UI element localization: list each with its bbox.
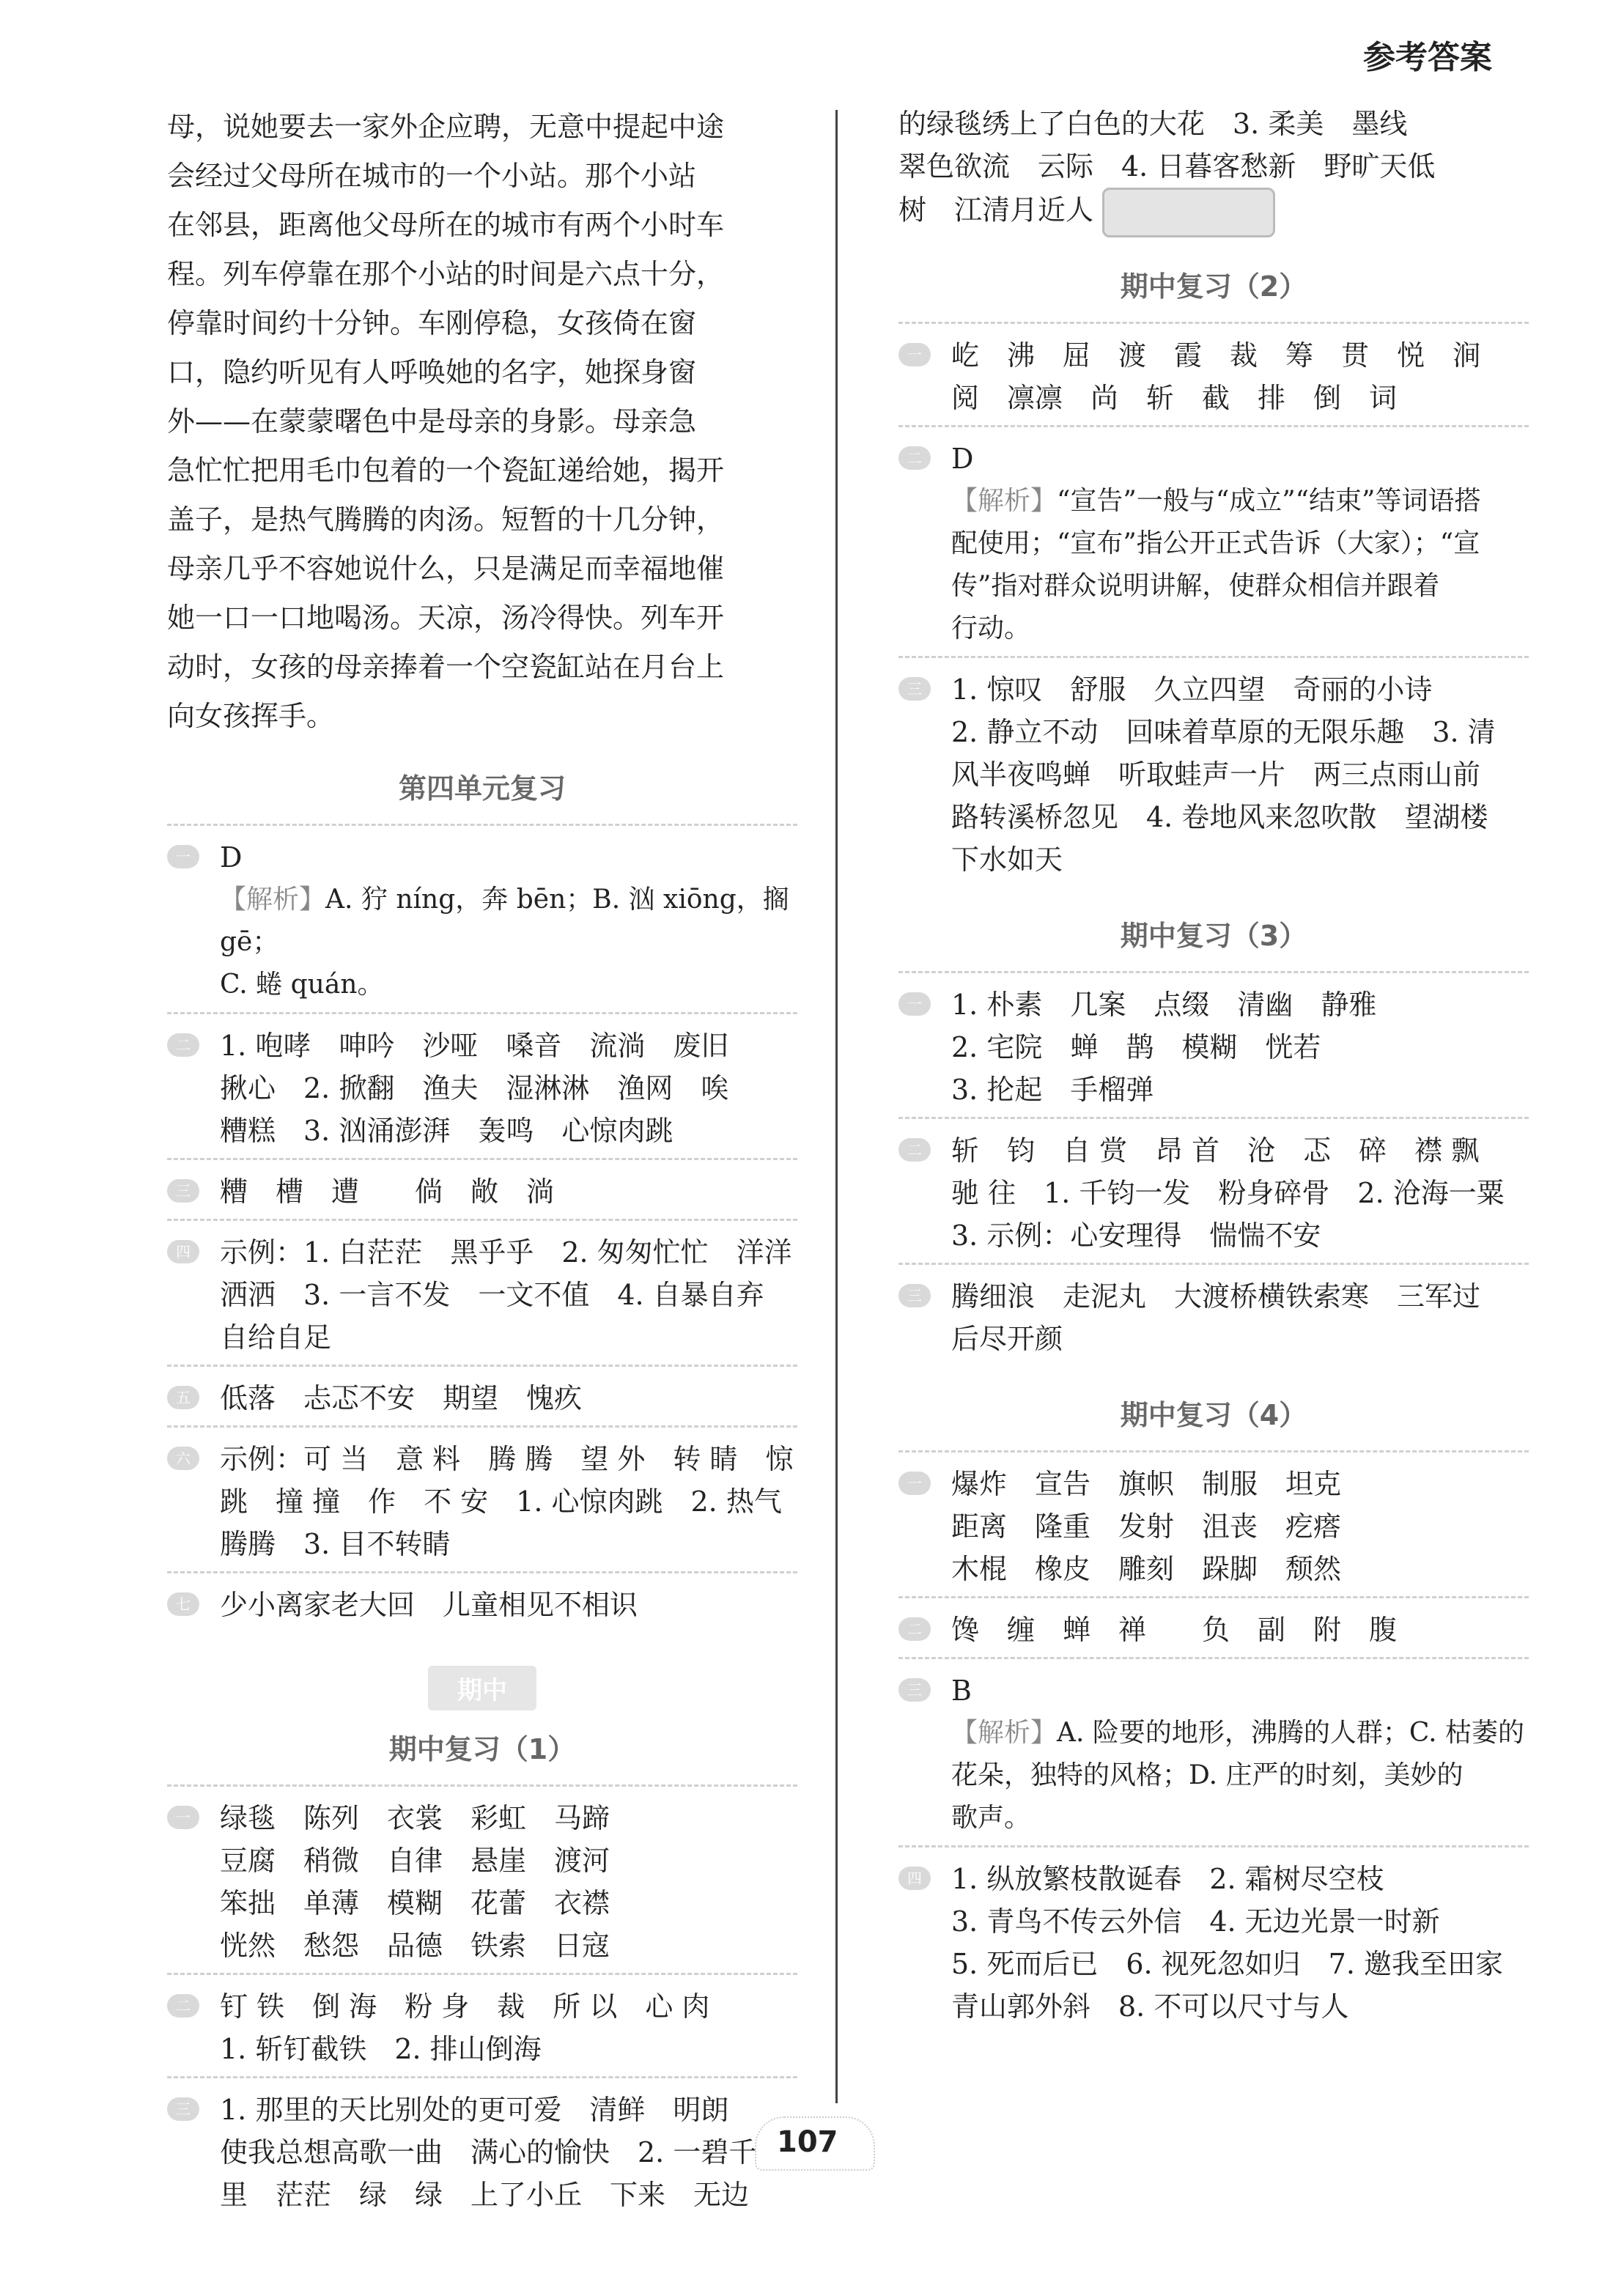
answer-block	[167, 1219, 797, 1365]
intro-passage	[167, 103, 797, 741]
question-number-badge: 三	[167, 1179, 199, 1203]
question-number-badge: 一	[898, 343, 931, 366]
stamp-logo-icon	[1102, 188, 1275, 237]
answer-line: 2. 宅院 蝉 鹊 模糊 恍若	[951, 1031, 1321, 1063]
answer-block	[898, 971, 1529, 1117]
answer-block	[167, 1425, 797, 1571]
answer-line: 青山郭外斜 8. 不可以尺寸与人	[951, 1990, 1349, 2023]
answer-block	[167, 1365, 797, 1425]
answer-line: 5. 死而后已 6. 视死忽如归 7. 邀我至田家	[951, 1948, 1504, 1980]
analysis-text: 歌声。	[951, 1803, 1031, 1833]
answer-line: 下水如天	[951, 844, 1063, 876]
answer-line: 阅 凛凛 尚 斩 截 排 倒 词	[951, 382, 1398, 414]
answer-block	[898, 1657, 1529, 1845]
text-line: 程。列车停靠在那个小站的时间是六点十分，	[167, 258, 725, 290]
answer-line: 洒洒 3. 一言不发 一文不值 4. 自暴自弃	[220, 1279, 764, 1311]
answer-line	[898, 188, 1529, 237]
answer-line: B	[951, 1675, 972, 1707]
answer-block	[167, 1012, 797, 1158]
question-number-badge: 二	[898, 1617, 931, 1641]
answer-line: 风半夜鸣蝉 听取蛙声一片 两三点雨山前	[951, 758, 1481, 791]
answer-block	[167, 1973, 797, 2076]
answer-line: 糟 槽 遭 倘 敞 淌	[220, 1175, 555, 1208]
continued-answer	[898, 103, 1529, 237]
answer-line: 距离 隆重 发射 沮丧 疙瘩	[951, 1510, 1342, 1543]
answer-line: 1. 斩钉截铁 2. 排山倒海	[220, 2033, 542, 2065]
text-line: 急忙忙把用毛巾包着的一个瓷缸递给她，揭开	[167, 454, 725, 487]
left-column	[167, 103, 797, 2222]
analysis-text: 传”指对群众说明讲解，使群众相信并跟着	[951, 571, 1440, 601]
question-number-badge: 二	[167, 1994, 199, 2018]
answer-line: 的绿毯绣上了白色的大花 3. 柔美 墨线	[898, 108, 1408, 140]
answer-block	[898, 1845, 1529, 2034]
answer-block	[167, 1158, 797, 1219]
midterm-banner	[167, 1666, 797, 1710]
question-number-badge: 三	[167, 2097, 199, 2121]
text-line: 母亲几乎不容她说什么，只是满足而幸福地催	[167, 553, 725, 585]
question-number-badge: 一	[167, 845, 199, 868]
answer-line: 爆炸 宣告 旗帜 制服 坦克	[951, 1468, 1342, 1500]
answer-line: 3. 抡起 手榴弹	[951, 1074, 1154, 1106]
answer-line: 2. 静立不动 回味着草原的无限乐趣 3. 清	[951, 716, 1496, 748]
text-line: 口，隐约听见有人呼唤她的名字，她探身窗	[167, 356, 697, 388]
answer-line: D	[220, 841, 243, 874]
midterm-banner-label: 期中	[428, 1666, 536, 1710]
answer-line: 路转溪桥忽见 4. 卷地风来忽吹散 望湖楼	[951, 801, 1488, 833]
answer-line: 后尽开颜	[951, 1323, 1063, 1355]
section-title: 第四单元复习	[398, 772, 566, 805]
answer-line: 1. 纵放繁枝散诞春 2. 霜树尽空枝	[951, 1863, 1384, 1895]
page-header-title: 参考答案	[1363, 39, 1492, 76]
question-number-badge: 三	[898, 1678, 931, 1702]
answer-line: 翠色欲流 云际 4. 日暮客愁新 野旷天低	[898, 150, 1436, 182]
answer-line: 腾细浪 走泥丸 大渡桥横铁索寒 三军过	[951, 1280, 1481, 1313]
analysis-note	[951, 480, 1529, 523]
answer-line: 1. 朴素 几案 点缀 清幽 静雅	[951, 989, 1377, 1021]
answer-line: 跳 撞 撞 作 不 安 1. 心惊肉跳 2. 热气	[220, 1485, 782, 1518]
question-number-badge: 四	[167, 1240, 199, 1263]
question-number-badge: 四	[898, 1867, 931, 1890]
text-line: 动时，女孩的母亲捧着一个空瓷缸站在月台上	[167, 651, 725, 683]
answer-block	[898, 1450, 1529, 1596]
analysis-tag: 【解析】	[951, 486, 1058, 516]
answer-block	[167, 1571, 797, 1632]
answer-block	[898, 1596, 1529, 1657]
analysis-text: C. 蜷 quán。	[220, 970, 384, 1000]
answer-line: 腾腾 3. 目不转睛	[220, 1528, 451, 1560]
analysis-text: A. 险要的地形，沸腾的人群；C. 枯萎的	[1057, 1718, 1525, 1748]
analysis-text: A. 狞 níng，奔 bēn；B. 汹 xiōng，搁 gē；	[220, 885, 789, 957]
section-title: 期中复习（3）	[1120, 920, 1307, 952]
question-number-badge: 一	[167, 1806, 199, 1829]
answer-line: 1. 咆哮 呻吟 沙哑 嗓音 流淌 废旧	[220, 1030, 729, 1062]
answer-line: 3. 青鸟不传云外信 4. 无边光景一时新	[951, 1905, 1440, 1938]
answer-line: 钉 铁 倒 海 粉 身 裁 所 以 心 肉	[220, 1990, 710, 2023]
section-title: 期中复习（1）	[388, 1733, 576, 1765]
answer-line: 里 茫茫 绿 绿 上了小丘 下来 无边	[220, 2179, 750, 2211]
answer-block	[167, 824, 797, 1012]
text-line: 外——在蒙蒙曙色中是母亲的身影。母亲急	[167, 405, 697, 438]
answer-line: 示例：可 当 意 料 腾 腾 望 外 转 睛 惊	[220, 1443, 794, 1475]
answer-line: 木棍 橡皮 雕刻 跺脚 颓然	[951, 1553, 1342, 1585]
answer-block	[167, 2076, 797, 2222]
analysis-tag: 【解析】	[220, 885, 326, 915]
right-column	[898, 103, 1529, 2034]
question-number-badge: 三	[898, 677, 931, 701]
answer-line: 1. 那里的天比别处的更可爱 清鲜 明朗	[220, 2094, 729, 2126]
answer-line: 示例：1. 白茫茫 黑乎乎 2. 匆匆忙忙 洋洋	[220, 1236, 792, 1269]
answer-line: 少小离家老大回 儿童相见不相识	[220, 1589, 638, 1621]
answer-line: 糟糕 3. 汹涌澎湃 轰鸣 心惊肉跳	[220, 1115, 673, 1147]
text-line: 盖子，是热气腾腾的肉汤。短暂的十几分钟，	[167, 503, 725, 536]
answer-line: 1. 惊叹 舒服 久立四望 奇丽的小诗	[951, 673, 1433, 706]
question-number-badge: 二	[898, 446, 931, 470]
answer-line: 恍然 愁怨 品德 铁索 日寇	[220, 1930, 610, 1962]
question-number-badge: 七	[167, 1592, 199, 1616]
text-line: 母，说她要去一家外企应聘，无意中提起中途	[167, 111, 725, 143]
text-line: 停靠时间约十分钟。车刚停稳，女孩倚在窗	[167, 307, 697, 339]
answer-line: 绿毯 陈列 衣裳 彩虹 马蹄	[220, 1802, 610, 1834]
answer-text: 树 江清月近人	[898, 193, 1094, 226]
page-number: 107	[777, 2125, 838, 2159]
answer-line: 馋 缠 蝉 禅 负 副 附 腹	[951, 1614, 1398, 1646]
question-number-badge: 一	[898, 992, 931, 1016]
analysis-tag: 【解析】	[951, 1718, 1058, 1748]
answer-line: 笨拙 单薄 模糊 花蕾 衣襟	[220, 1887, 610, 1919]
answer-line: 使我总想高歌一曲 满心的愉快 2. 一碧千	[220, 2136, 757, 2168]
analysis-note	[220, 879, 797, 964]
analysis-text: 花朵，独特的风格；D. 庄严的时刻，美妙的	[951, 1760, 1464, 1790]
answer-line: 屹 沸 屈 渡 霞 裁 筹 贯 悦 涧	[951, 339, 1481, 372]
answer-block	[898, 425, 1529, 656]
answer-line: 斩 钧 自 赏 昂 首 沧 忑 碎 襟 飘	[951, 1134, 1480, 1167]
answer-line: 低落 忐忑不安 期望 愧疚	[220, 1382, 583, 1414]
analysis-text: “宣告”一般与“成立”“结束”等词语搭	[1057, 486, 1481, 516]
question-number-badge: 五	[167, 1386, 199, 1409]
answer-block	[167, 1784, 797, 1973]
question-number-badge: 一	[898, 1472, 931, 1495]
question-number-badge: 二	[167, 1033, 199, 1057]
question-number-badge: 六	[167, 1447, 199, 1470]
answer-block	[898, 656, 1529, 887]
answer-line: D	[951, 443, 974, 475]
answer-block	[898, 322, 1529, 425]
analysis-note	[951, 1712, 1529, 1754]
section-title: 期中复习（4）	[1120, 1399, 1307, 1431]
text-line: 向女孩挥手。	[167, 700, 335, 732]
answer-line: 揪心 2. 掀翻 渔夫 湿淋淋 渔网 唉	[220, 1072, 729, 1104]
text-line: 会经过父母所在城市的一个小站。那个小站	[167, 160, 697, 192]
question-number-badge: 二	[898, 1138, 931, 1162]
text-line: 在邻县，距离他父母所在的城市有两个小时车	[167, 209, 725, 241]
answer-line: 豆腐 稍微 自律 悬崖 渡河	[220, 1845, 610, 1877]
text-line: 她一口一口地喝汤。天凉，汤冷得快。列车开	[167, 602, 725, 634]
answer-line: 3. 示例：心安理得 惴惴不安	[951, 1219, 1321, 1252]
column-divider	[835, 110, 838, 2103]
answer-line: 自给自足	[220, 1321, 332, 1354]
answer-block	[898, 1263, 1529, 1366]
answer-line: 驰 往 1. 千钧一发 粉身碎骨 2. 沧海一粟	[951, 1177, 1505, 1209]
analysis-text: 配使用；“宣布”指公开正式告诉（大家）；“宣	[951, 528, 1480, 558]
question-number-badge: 三	[898, 1284, 931, 1307]
section-title: 期中复习（2）	[1120, 270, 1307, 303]
analysis-text: 行动。	[951, 613, 1031, 643]
answer-block	[898, 1117, 1529, 1263]
